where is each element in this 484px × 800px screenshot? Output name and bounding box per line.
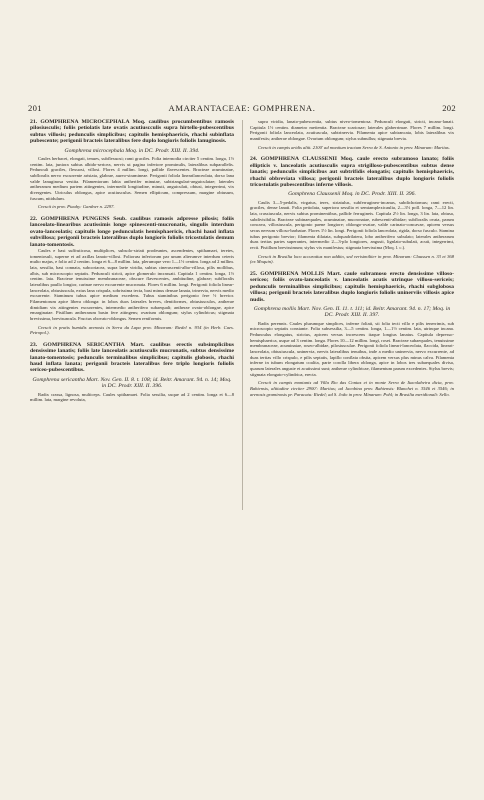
species-entry <box>250 156 454 265</box>
species-description: Radix crassa, lignosa, multiceps. Caules spithamaei. Folia sessilia, usque ad 2 centim. longa et 6—8 millim. lata, margine revoluta, <box>30 391 234 403</box>
species-entry <box>250 119 454 150</box>
page-number-right: 202 <box>442 103 456 113</box>
species-entry <box>250 271 454 397</box>
species-reference: Gomphrena mollis Mart. Nov. Gen. II. 11. t. 111; id. Beitr. Amarant. 94. n. 17; Moq. in DC. Prodr. XIII. II. 397. <box>253 305 451 319</box>
species-locality: Crescit in campis aridis altit. 2100' ad montium tractum Serra de S. Antonio in prov. Minarum: Martius. <box>258 144 450 150</box>
species-locality: Crescit in Brasilia loco accuratius non addito, sed verisimiliter in prov. Minarum: Claussen n. 33 et 368 (ex Moquin). <box>250 253 454 265</box>
species-description: Radix perennis. Caules plurumque simplices, inferne foliati, sti folia tecti villo e pilis tenerrimis, sub microscopio septatis constante. Folia subsessilia, 3—5 centim. longa, 1—1½ centim. lata, utrinque incana. Pedunculus elongatus, strictus, apicem versus increscens itaque longius lanatus. Capitula depresso-hemisphaerica, usque ad 3 centim. longa. Flores 10—12 millim. longi, rosei. Bracteae subaequales, tenuissime membranaceae, acuminatae, roseo-albidae, pilosiusculae. Perigonii foliola lineari-lanceolata, flaccida, lineari-lanceolata, obtusiuscula, uninervia, nervis lateralibus tenuibus, inde a medio uninervia, nervo excurrente, ad duas tertias villo crispulo, e pilis septatis, lapillo conflata obsita, apicem versus plus minus calva. Filamenta inferne in tubum elongatum coalita, parte corolla libera oblonga, apice in lobos tres subaequales divisa, quarum laterales anguste et acutissimi sunt; antherae cylindricae, filamentum parum excedentes. Stylus brevis; stigmata elongato-cylindrica, erecta. <box>250 320 454 377</box>
species-diagnosis: 21. GOMPHRENA MICROCEPHALA Moq. caulibus procumbentibus ramosis pilosiusculis; foliis petiolatis late ovatis acutiuscculis supra hirtello-pubescentibus subtus villosis; pedunculis simplicibus; capitulis hemisphaericis, rhachi subinflata pubescente; perigonii bracteis lateralibus fere duplo longioris foliolis lanuginosis. <box>30 119 234 145</box>
left-column <box>30 119 234 405</box>
species-diagnosis: 25. GOMPHRENA MOLLIS Mart. caule subramoso erecto densissime villoso-sericeo; foliis ovato-lanceolatis v. lanceolatis acutis utrinque villoso-sericeis; pedunculis terminalibus simplicibus; capitulis hemisphaericis, rhachi subglobosa villosa; perigonii bracteis lateralibus duplo longioris foliolis uninerviis villosis apice nudis. <box>250 270 454 303</box>
species-diagnosis: 23. GOMPHRENA SERICANTHA Mart. caulibus erectis subsimplicibus densissime lanatis; foliis late lanceolatis acutiusculis mucronatis, subtus densissime lanato-tomentosis; pedunculis terminalibus simplicibus; capitulis globosis, rhachi haud inflata lanata; perigonii bracteis lateralibus fere triplo longioris foliolis sericeo-pubescentibus. <box>30 341 234 374</box>
species-entry <box>30 342 234 403</box>
species-entry <box>30 119 234 210</box>
species-locality: Crescit in prov. Piauhy: Gardner n. 2297. <box>38 204 115 210</box>
column-divider <box>242 120 243 510</box>
species-description: Caules herbacei, elongati, tenues, subflexuosi; rami graciles. Folia internodia circiter 5 centim. longa, 1½ centim. lata, juniora subtus albido-sericea, nervis ut pagina inferiore prominulis, lateralibus subparallelis. Pedunculi graciles, flexuosi, villosi. Flores 4 millim. longi, pallide flavescentes. Bracteae acuminatae, subfloralis nervo excurrente aristata, glabrae, aureo-stramineae. Perigonii foliola linearilanceolata, dorso lana valde lanuginosa vestita. Filamentorum labia antherifer minutae, subtriangulari-anguiculatae; laterales antherarum medium partem attingentes, intermedii longitudine, minuti, anguiculati, obtusi, integerrimi, vix divergentes. Utriculus oblongus, apice acutiusculus. Semen ellipticum, compressum, margine obtusum, fuscum, nitidulum. <box>30 156 234 201</box>
species-diagnosis: 24. GOMPHRENA CLAUSSENII Moq. caule erecto subramoso lanato; foliis ellipticis v. lanceolatis acutiusculis supra strigilloso-pubescentibus subtus dense lanatis; pedunculis simplicibus aut subtrifidis elongatis; capitulis hemisphaericis, rhachi obbreviata villosa; perigonii bracteis lateralibus duplo longioris foliolis tricostulatis pubescentibus inferne villosis. <box>250 156 454 188</box>
running-title: AMARANTACEAE: GOMPHRENA. <box>168 103 316 113</box>
species-reference: Gomphrena microcephala Moq. in DC. Prodr. XIII. II. 394. <box>64 147 200 154</box>
species-diagnosis: 22. GOMPHRENA PUNGENS Seub. caulibus ramosis adpresse pilosis; foliis lanceolato-linearibus acutissimis longe spinescenti-mucronatis, singulis interdum ovato-lanceolatis; capitulis longe pedunculatis hemisphaericis, rhachi haud inflata subvillosa; perigonii bracteis lateralibus duplo longioris foliolis tricostulatis demum lanato-tomentosis. <box>30 215 234 248</box>
species-description: Caulis 3—5-pedalis, virgatus, teres, striatulus, subferrugineo-incanus, subdichotomus; rami erecti, graciles, dense lanati. Folia petiolata, superiora sessilia et semiamplexicaulia, 2—3⅓ poll. longa, 7—12 lin. lata, crassiuscula, nervis subtus prominentibus, pallide ferrugineis. Capitula 2½ lin. longa, 3 lin. lata, obtusa, subdivisibilia. Bracteae subinaequales, acuminatae, mucronatae, rubescenti-albidae; subfloralis ovata, parum concava, villosiuscula, perigonio paene longiore; oblongo-ovatae, valde carinato-concavae, apicem versus secus nervum villoso-barbatae. Flores 1½ lin. longi. Perigonii foliola lanceolata, rigida, dorso fusculo. Stamina tubus perigonio brevior; filamenta dilatata, subquadrilatera, lobo antherifero subulato; laterales antherarum duas tertias partes superantes, intermedio 2—3-plo longiores, angusti, lignlato-subulati, acuti, integerrimi, recti. Pistillum brevissimum; stylus vix manifestus; stigmata brevissima (Moq. l. c.). <box>250 199 454 250</box>
species-reference: Gomphrena sericantha Mart. Nov. Gen. II. 8. t. 108; id. Beitr. Amarant. 94. n. 14; Moq. in DC. Prodr. XIII. II. 396. <box>32 376 232 390</box>
species-locality: Crescit in campis montanis ad Villa Rio das Contas et in monte Serra de Itacolabeira dicta, prov. Bahiensis, altitudine circiter 2900': Martius; ad Jacobina prov. Bahiensis: Blanchet n. 3546 et 3546; in arenosis graminosis pr. Paracatu: Riedel; ad S. João in prov. Minarum: Pohl; in Brasilia meridionali: Sello. <box>250 380 454 397</box>
page-number-left: 201 <box>28 103 42 113</box>
species-locality: Crescit in pratis humidis arenosis in Serra da Lapa prov. Minarum: Riedel n. 934 (in Herb. Caes. Petropol.). <box>30 324 234 336</box>
right-column <box>250 119 454 400</box>
species-description: supra viridia, lanato-pubescentia, subtus niveo-tomentosa. Pedunculi elongati, stricti, incano-lanati. Capitula 1½ centim. diametro metientia. Bracteae scariosae; laterales glaberrimae. Flores 7 millim. longi. Perigonii foliola lanceolata, acutiuscula, subtrinervia. Filamenta apice subtrancata, lobis lateralibus vix manifestis; antherae oblongae. Ovarium oblongum; stylus subnullus; stigmata brevia. <box>250 119 454 141</box>
running-header <box>28 103 456 115</box>
species-description: Caules e basi suffruticosa, multiplices, subsolo-striati prodeuntes, ascendentes, spithamaei, teretes, tomentosuli, superne et ad axillas lanato-villosi. Folioruм inferiorum par unum alterumve interdum ceteris multo majus, e folio ad 2 centim. longa et 6—8 millim. lata, plerumque vero 1—1½ centim. longa ad 2 millim. lata, sessilia, basi connata, subcoriacea, supra laete viridia, subtus cinerascenti-albo-villosa, pilis mollibus, albis, sub microscopio septatis. Pedunculi stricti, apice glomerulo incrassati. Capitula 1 centim. longa, 1½ centim. lata. Bracteae tenuissime membranaceae, obscure flavescentes, ambitudine, glabrae; subfloralis lateralibus paullo longior, carinae nervo excurrente mucronata. Flores 6 millim. longi. Perigonii foliola linear-lanceolata, obtusiuscula, extus lana crispula, sobrissima tecta, basi minus densae lanata, trinervia, nervis medio excurrente. Staminum tubus apice medium excedens. Tubus staminibus perigonio fere ½ brevior. Filamentorum apice libera oblonga: in lobos duos laterales breves, dentiformes, obtusiusculos, antherae dimidiam vix attingentes excurrentes, intermedio antherifero subaequali; antherae ovato-oblongae, apice emarginatae. Pistillum antherarum basin fere attingens; ovarium oblongum; stylus cylindricus; stigmata brevissima, brevisuncula. Fructus obovato-oblongus. Semen reniformis. <box>30 247 234 321</box>
species-reference: Gomphrena Claussenii Moq. in DC. Prodr. XIII. II. 396. <box>288 191 416 198</box>
species-entry <box>30 216 234 336</box>
